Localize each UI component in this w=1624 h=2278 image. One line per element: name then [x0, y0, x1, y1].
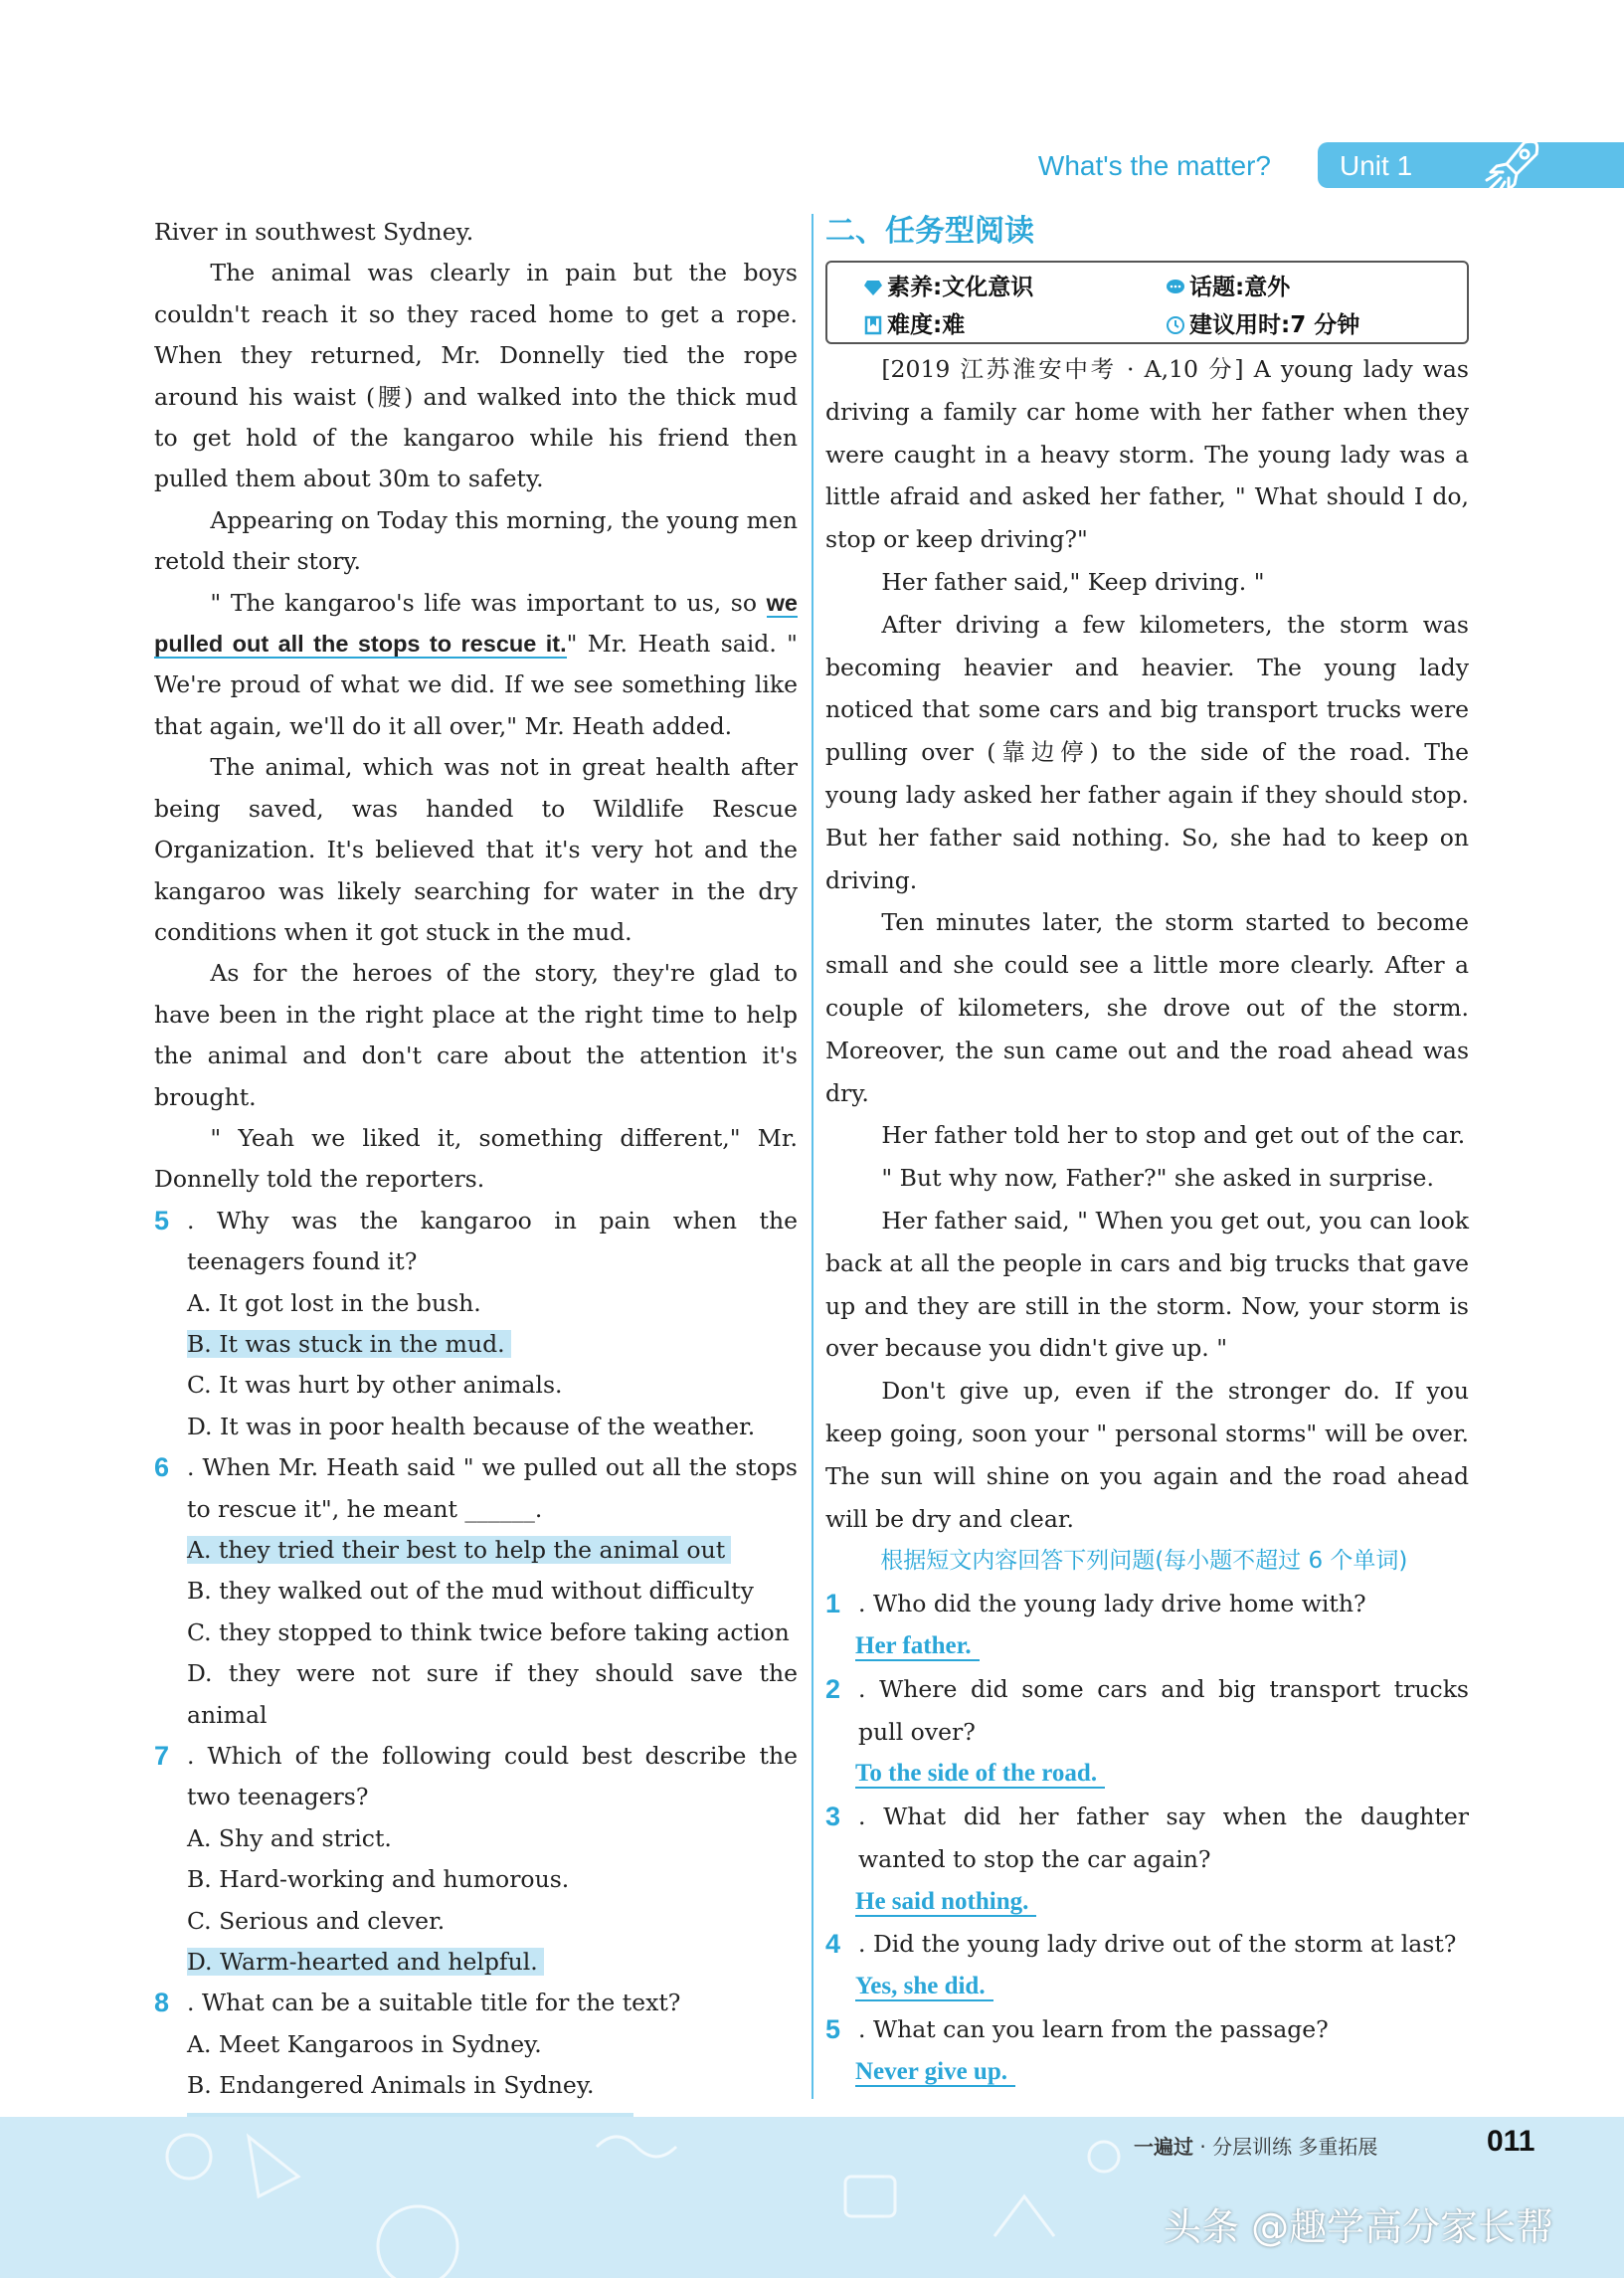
option-correct: B. It was stuck in the mud.: [154, 1324, 798, 1365]
page-footer: [0, 2117, 1624, 2278]
quote-text: " Mr. Heath said. " We're proud of what we did. If we see something like that again, we'll do it all over," Mr. Heath added.: [154, 630, 798, 740]
rocket-icon: [1477, 136, 1546, 196]
quote-text: " The kangaroo's life was important to us, so: [210, 588, 767, 617]
diamond-icon: [863, 278, 883, 297]
paragraph: As for the heroes of the story, they're glad to have been in the right place at the right time to help the animal and don't care about the attention it's brought.: [154, 959, 798, 1111]
option: B. they walked out of the mud without difficulty: [187, 1577, 754, 1606]
question-text: . When Mr. Heath said " we pulled out all the stops to rescue it", he meant ______.: [187, 1453, 798, 1523]
unit-label: Unit 1: [1340, 150, 1413, 181]
page-number: 011: [1487, 2125, 1535, 2158]
option: B. Endangered Animals in Sydney.: [187, 2071, 595, 2100]
question-number: 1: [825, 1589, 841, 1619]
question-number: 7: [154, 1741, 170, 1772]
question-number: 4: [825, 1929, 841, 1960]
paragraph: Don't give up, even if the stronger do. If you keep going, soon your " personal storms" will be over. The sun will shine on you again and the road ahead will be dry and clear.: [825, 1377, 1469, 1533]
paragraph: The animal was clearly in pain but the boys couldn't reach it so they raced home to get a rope. When they returned, Mr. Donnelly tied the rope around his waist (腰) and walked into the thick mud to get hold of the kangaroo while his friend then pulled them about 30m to safety.: [154, 259, 798, 493]
short-answer-3: [825, 1796, 1469, 1923]
option: C. It was hurt by other animals.: [187, 1371, 563, 1400]
question-number: 3: [825, 1802, 841, 1832]
question-text: . What did her father say when the daughter wanted to stop the car again?: [858, 1803, 1469, 1873]
instruction: 根据短文内容回答下列问题(每小题不超过 6 个单词): [880, 1548, 1408, 1575]
difficulty-info: 难度:难: [863, 304, 965, 347]
short-answer-1: [825, 1583, 1469, 1668]
paragraph: " But why now, Father?" she asked in surprise.: [881, 1164, 1434, 1193]
header-title: What's the matter?: [1037, 150, 1271, 181]
clock-icon: [1166, 315, 1185, 335]
column-divider: [812, 214, 813, 2099]
question-text: . Did the young lady drive out of the storm at last?: [858, 1930, 1457, 1959]
question-text: . Who did the young lady drive home with?: [858, 1590, 1366, 1618]
page-header: [0, 142, 1624, 192]
left-column: [154, 212, 798, 2189]
option: D. they were not sure if they should save the animal: [187, 1659, 798, 1729]
literacy-info: 素养:文化意识: [863, 267, 1033, 309]
question-number: 5: [154, 1205, 170, 1235]
unit-tab: [1318, 142, 1624, 188]
paragraph: " Yeah we liked it, something different," Mr. Donnelly told the reporters.: [154, 1123, 798, 1194]
info-box: [825, 261, 1469, 344]
paragraph: After driving a few kilometers, the storm was becoming heavier and heavier. The young lady noticed that some cars and big transport trucks were pulling over (靠边停) to the side of the road. The young lady asked her father again if they should stop. But her father said nothing. So, she had to keep on driving.: [825, 610, 1469, 894]
question-5: [154, 1201, 798, 1447]
underlined-phrase: we pulled out all the stops to rescue it.: [154, 589, 798, 658]
option: A. Meet Kangaroos in Sydney.: [187, 2029, 542, 2058]
time-info: 建议用时:7 分钟: [1166, 304, 1359, 347]
question-text: . Where did some cars and big transport trucks pull over?: [858, 1674, 1469, 1746]
option: C. they stopped to think twice before taking action: [187, 1617, 790, 1646]
answer: To the side of the road.: [825, 1753, 1469, 1796]
option-correct: D. Warm-hearted and helpful.: [154, 1942, 798, 1983]
answer: Yes, she did.: [825, 1966, 1469, 2008]
short-answer-4: [825, 1923, 1469, 2008]
bookmark-icon: [863, 315, 883, 335]
paragraph: [2019 江苏淮安中考 · A,10 分] A young lady was driving a family car home with her father when they were caught in a heavy storm. The young lady was a little afraid and asked her father, " What should I do, stop or keep driving?": [825, 355, 1469, 554]
option-correct: A. they tried their best to help the animal out: [154, 1530, 798, 1571]
answer: Her father.: [825, 1625, 1469, 1668]
paragraph: The animal, which was not in great health after being saved, was handed to Wildlife Rescue Organization. It's believed that it's very hot and the kangaroo was likely searching for water in the dry conditions when it got stuck in the mud.: [154, 753, 798, 946]
footer-brand: 一遍过 · 分层训练 多重拓展: [1134, 2135, 1378, 2159]
paragraph: River in southwest Sydney.: [154, 218, 474, 246]
question-number: 8: [154, 1988, 170, 2018]
section-title: 二、任务型阅读: [825, 214, 1034, 249]
question-7: [154, 1736, 798, 1983]
answer: Never give up.: [825, 2051, 1469, 2094]
topic-info: 话题:意外: [1166, 267, 1290, 309]
quote-paragraph: [154, 583, 798, 748]
question-number: 2: [825, 1673, 841, 1704]
question-number: 6: [154, 1452, 170, 1483]
paragraph: Appearing on Today this morning, the young men retold their story.: [154, 505, 798, 576]
question-number: 5: [825, 2014, 841, 2045]
option: A. It got lost in the bush.: [187, 1288, 481, 1317]
option: B. Hard-working and humorous.: [187, 1865, 570, 1894]
option: D. It was in poor health because of the weather.: [187, 1412, 756, 1440]
answer: He said nothing.: [825, 1881, 1469, 1924]
question-text: . What can be a suitable title for the text?: [187, 1989, 681, 2017]
short-answer-2: [825, 1668, 1469, 1796]
option: C. Serious and clever.: [187, 1906, 446, 1935]
chat-bubble-icon: [1166, 278, 1185, 297]
question-text: . Why was the kangaroo in pain when the teenagers found it?: [187, 1206, 798, 1276]
paragraph: Her father said," Keep driving. ": [881, 567, 1265, 596]
question-text: . What can you learn from the passage?: [858, 2015, 1329, 2044]
paragraph: Ten minutes later, the storm started to become small and she could see a little more clearly. After a couple of kilometers, she drove out of the storm. Moreover, the sun came out and the road ahead was dry.: [825, 908, 1469, 1107]
option: A. Shy and strict.: [187, 1823, 392, 1852]
paragraph: Her father said, " When you get out, you can look back at all the people in cars and big trucks that gave up and they are still in the storm. Now, your storm is over because you didn't give up. ": [825, 1206, 1469, 1363]
paragraph: Her father told her to stop and get out of the car.: [881, 1121, 1466, 1150]
short-answer-5: [825, 2008, 1469, 2094]
question-text: . Which of the following could best describe the two teenagers?: [187, 1742, 798, 1811]
question-6: [154, 1447, 798, 1736]
right-column: [825, 207, 1469, 2094]
watermark: 头条 @趣学高分家长帮: [1164, 2205, 1554, 2249]
